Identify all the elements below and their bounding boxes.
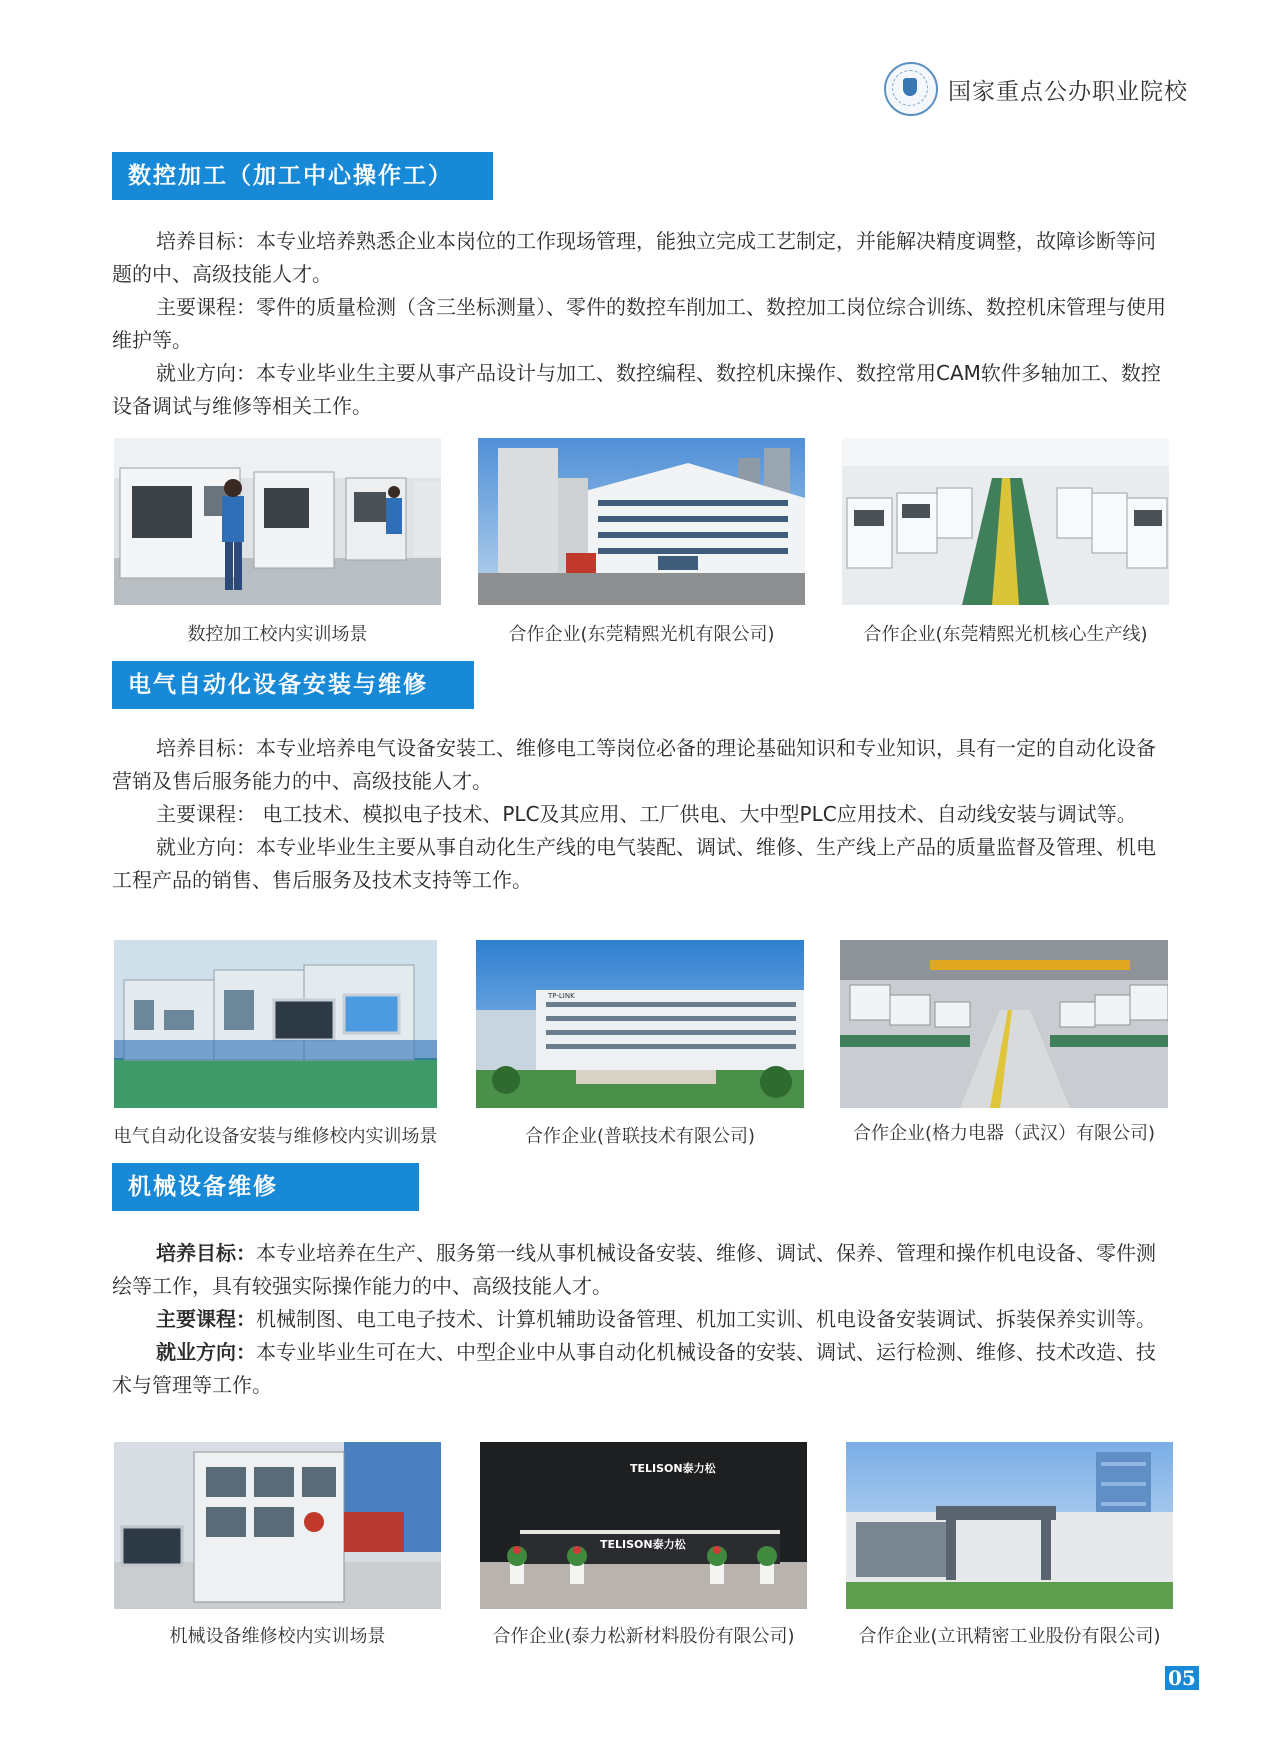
photo-luxshare-campus xyxy=(846,1442,1173,1609)
telison-desk-sign: TELISON泰力松 xyxy=(600,1538,686,1551)
caption-cnc-training: 数控加工校内实训场景 xyxy=(187,624,368,645)
course-paragraph xyxy=(112,798,1172,831)
career-text: 本专业毕业生可在大、中型企业中从事自动化机械设备的安装、调试、运行检测、维修、技术改造、技术与管理等工作。 xyxy=(112,1340,1156,1397)
career-text: 本专业毕业生主要从事自动化生产线的电气装配、调试、维修、生产线上产品的质量监督及管理、机电工程产品的销售、售后服务及技术支持等工作。 xyxy=(112,835,1156,892)
course-label: 主要课程： xyxy=(156,295,256,319)
goal-text: 本专业培养电气设备安装工、维修电工等岗位必备的理论基础知识和专业知识，具有一定的自动化设备营销及售后服务能力的中、高级技能人才。 xyxy=(112,736,1156,793)
caption-tplink-building: 合作企业(普联技术有限公司) xyxy=(524,1126,756,1147)
caption-luxshare-campus: 合作企业(立讯精密工业股份有限公司) xyxy=(858,1626,1161,1647)
telison-wall-sign: TELISON泰力松 xyxy=(630,1462,716,1475)
photo-telison-lobby xyxy=(480,1442,807,1609)
caption-jingxi-building: 合作企业(东莞精熙光机有限公司) xyxy=(508,624,775,645)
course-label: 主要课程： xyxy=(156,802,256,826)
photo-electrical-training xyxy=(114,940,437,1108)
tplink-sign: TP-LINK xyxy=(548,992,575,1000)
goal-label: 培养目标： xyxy=(156,1241,256,1265)
caption-mechanical-training: 机械设备维修校内实训场景 xyxy=(169,1626,386,1647)
section-text-cnc xyxy=(112,225,1172,423)
page-number: 05 xyxy=(1165,1666,1199,1690)
career-text: 本专业毕业生主要从事产品设计与加工、数控编程、数控机床操作、数控常用CAM软件多轴加工、数控设备调试与维修等相关工作。 xyxy=(112,361,1161,418)
goal-text: 本专业培养熟悉企业本岗位的工作现场管理，能独立完成工艺制定，并能解决精度调整，故障诊断等问题的中、高级技能人才。 xyxy=(112,229,1156,286)
photo-tplink-building xyxy=(476,940,804,1108)
goal-label: 培养目标： xyxy=(156,736,256,760)
school-slogan: 国家重点公办职业院校 xyxy=(948,78,1188,105)
career-label: 就业方向： xyxy=(156,361,256,385)
section-title-electrical: 电气自动化设备安装与维修 xyxy=(112,661,474,709)
school-seal-icon xyxy=(884,62,938,116)
career-label: 就业方向： xyxy=(156,835,256,859)
photo-jingxi-building xyxy=(478,438,805,605)
photo-mechanical-training xyxy=(114,1442,441,1609)
career-paragraph xyxy=(112,357,1172,423)
section-title-cnc: 数控加工（加工中心操作工） xyxy=(112,152,493,200)
caption-telison-lobby: 合作企业(泰力松新材料股份有限公司) xyxy=(492,1626,795,1647)
photo-jingxi-line xyxy=(842,438,1169,605)
course-text: 电工技术、模拟电子技术、PLC及其应用、工厂供电、大中型PLC应用技术、自动线安装与调试等。 xyxy=(256,802,1137,826)
goal-text: 本专业培养在生产、服务第一线从事机械设备安装、维修、调试、保养、管理和操作机电设备、零件测绘等工作，具有较强实际操作能力的中、高级技能人才。 xyxy=(112,1241,1156,1298)
goal-paragraph xyxy=(112,732,1172,798)
course-paragraph xyxy=(112,1303,1172,1336)
goal-label: 培养目标： xyxy=(156,229,256,253)
photo-cnc-training xyxy=(114,438,441,605)
section-title-mechanical: 机械设备维修 xyxy=(112,1163,419,1211)
page-header xyxy=(884,62,1188,116)
photo-gree-line xyxy=(840,940,1168,1108)
course-paragraph xyxy=(112,291,1172,357)
section-text-electrical xyxy=(112,732,1172,897)
course-label: 主要课程： xyxy=(156,1307,256,1331)
caption-jingxi-line: 合作企业(东莞精熙光机核心生产线) xyxy=(863,624,1148,645)
caption-electrical-training: 电气自动化设备安装与维修校内实训场景 xyxy=(113,1126,438,1147)
goal-paragraph xyxy=(112,1237,1172,1303)
goal-paragraph xyxy=(112,225,1172,291)
career-label: 就业方向： xyxy=(156,1340,256,1364)
caption-gree-line: 合作企业(格力电器（武汉）有限公司) xyxy=(852,1123,1156,1144)
career-paragraph xyxy=(112,1336,1172,1402)
course-text: 零件的质量检测（含三坐标测量）、零件的数控车削加工、数控加工岗位综合训练、数控机床管理与使用维护等。 xyxy=(112,295,1166,352)
course-text: 机械制图、电工电子技术、计算机辅助设备管理、机加工实训、机电设备安装调试、拆装保养实训等。 xyxy=(256,1307,1156,1331)
career-paragraph xyxy=(112,831,1172,897)
section-text-mechanical xyxy=(112,1237,1172,1402)
